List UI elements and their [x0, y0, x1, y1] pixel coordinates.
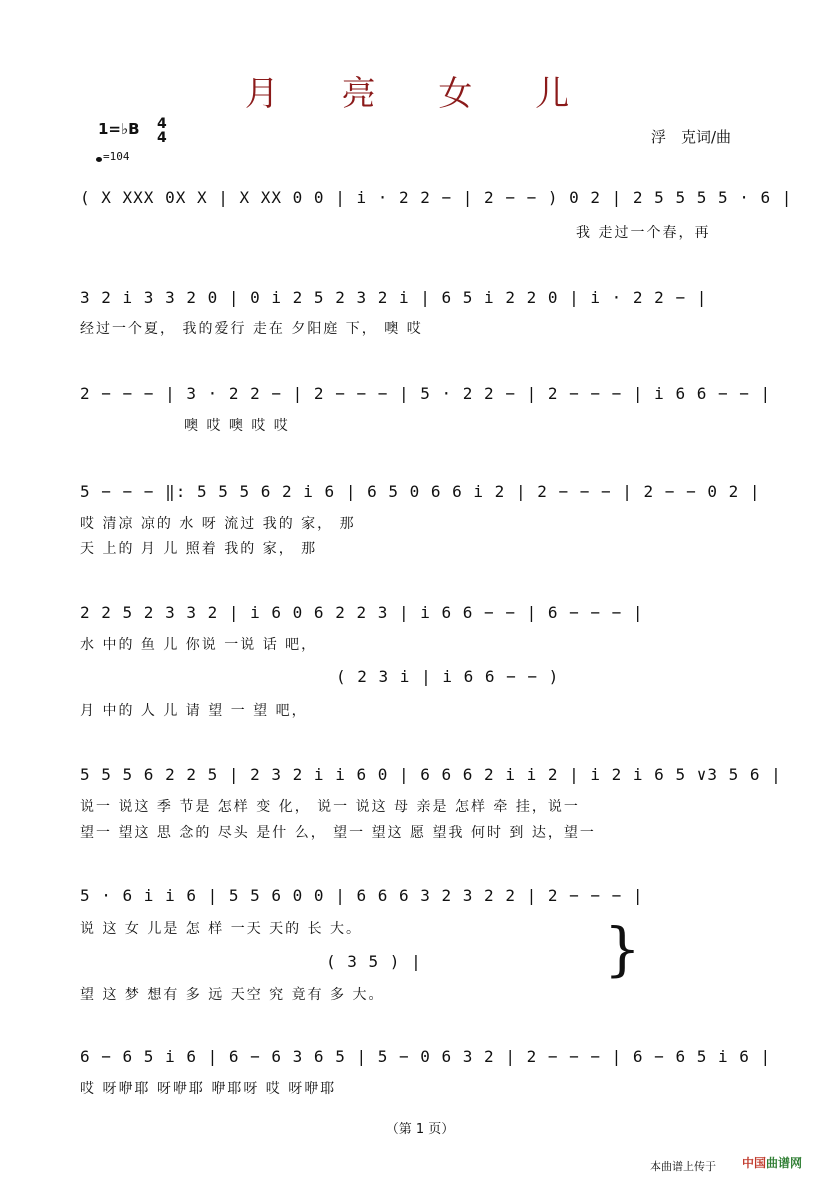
notation-line-7: 5 · 6 i i 6 | 5 5 6 0 0 | 6 6 6 3 2 3 2 2 | 2 − − − | — [80, 886, 644, 905]
time-signature-bottom: 4 — [157, 130, 167, 146]
lyric-line-4a: 哎 清凉 凉的 水 呀 流过 我的 家， 那 — [80, 516, 356, 532]
upload-credit: 本曲谱上传于 — [650, 1160, 716, 1173]
lyric-line-8a: 哎 呀咿耶 呀咿耶 咿耶呀 哎 呀咿耶 — [80, 1081, 337, 1097]
lyric-line-4b: 天 上的 月 儿 照着 我的 家， 那 — [80, 541, 318, 557]
quarter-note-icon — [96, 157, 102, 162]
tempo-marking — [96, 150, 130, 163]
logo-text-b: 曲谱网 — [766, 1156, 803, 1170]
notation-line-5: 2 2 5 2 3 3 2 | i 6 0 6 2 2 3 | i 6 6 − − | 6 − − − | — [80, 603, 644, 622]
lyric-line-6a: 说一 说这 季 节是 怎样 变 化， 说一 说这 母 亲是 怎样 牵 挂，说一 — [80, 799, 580, 815]
lyric-line-5b: 月 中的 人 儿 请 望 一 望 吧， — [80, 703, 308, 719]
site-logo — [742, 1154, 802, 1171]
notation-line-1: ( X XXX 0X X | X XX 0 0 | i · 2 2 − | 2 − − ) 0 2 | 2 5 5 5 5 · 6 | — [80, 188, 793, 207]
notation-line-8: 6 − 6 5 i 6 | 6 − 6 3 6 5 | 5 − 0 6 3 2 | 2 − − − | 6 − 6 5 i 6 | — [80, 1047, 772, 1066]
alt-ending-5: ( 2 3 i | i 6 6 − − ) — [336, 667, 560, 686]
lyric-line-2a: 经过一个夏， 我的爱行 走在 夕阳庭 下， 噢 哎 — [80, 321, 423, 337]
notation-line-3: 2 − − − | 3 · 2 2 − | 2 − − − | 5 · 2 2 − | 2 − − − | i 6 6 − − | — [80, 384, 772, 403]
logo-text-a: 中国 — [742, 1156, 767, 1170]
lyric-line-7a: 说 这 女 儿是 怎 样 一天 天的 长 大。 — [80, 921, 363, 937]
tempo-value: =104 — [103, 150, 130, 163]
brace-icon: } — [604, 915, 641, 983]
lyric-line-3a: 噢 哎 噢 哎 哎 — [184, 418, 290, 434]
lyric-line-7b: 望 这 梦 想有 多 远 天空 究 竟有 多 大。 — [80, 987, 385, 1003]
lyric-line-5a: 水 中的 鱼 儿 你说 一说 话 吧， — [80, 637, 318, 653]
notation-line-2: 3 2 i 3 3 2 0 | 0 i 2 5 2 3 2 i | 6 5 i 2 2 0 | i · 2 2 − | — [80, 288, 708, 307]
author-credit: 浮 克词/曲 — [651, 128, 732, 146]
page-number: （第 1 页） — [385, 1122, 455, 1137]
notation-line-6: 5 5 5 6 2 2 5 | 2 3 2 i i 6 0 | 6 6 6 2 i i 2 | i 2 i 6 5 ∨3 5 6 | — [80, 765, 782, 784]
time-signature-top: 4 — [157, 116, 167, 132]
notation-line-4: 5 − − − ‖: 5 5 5 6 2 i 6 | 6 5 0 6 6 i 2 | 2 − − − | 2 − − 0 2 | — [80, 482, 761, 501]
lyric-line-6b: 望一 望这 思 念的 尽头 是什 么， 望一 望这 愿 望我 何时 到 达，望一 — [80, 825, 596, 841]
alt-ending-7: ( 3 5 ) | — [326, 952, 422, 971]
song-title: 月 亮 女 儿 — [244, 74, 596, 114]
lyric-line-1a: 我 走过一个春，再 — [576, 225, 711, 241]
key-signature: 1=♭B — [98, 120, 140, 138]
time-signature — [157, 117, 167, 145]
